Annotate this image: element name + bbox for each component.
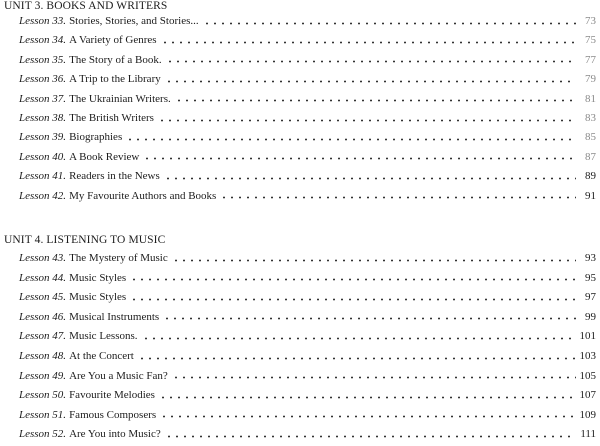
lesson-title: Music Lessons.: [69, 330, 138, 343]
lesson-title: A Variety of Genres: [69, 34, 157, 47]
toc-entry: [19, 349, 596, 363]
unit-title: UNIT 3. BOOKS AND WRITERS: [4, 0, 168, 12]
dot-leader: [158, 119, 576, 122]
dot-leader: [172, 259, 576, 262]
page-number: 79: [585, 73, 596, 86]
lesson-number: Lesson 52.: [19, 428, 67, 441]
page-number: 111: [580, 428, 596, 441]
lesson-number: Lesson 44.: [19, 271, 67, 284]
dot-leader: [175, 99, 576, 102]
toc-entry: [19, 14, 596, 28]
page-number: 95: [585, 271, 596, 284]
dot-leader: [126, 138, 576, 141]
page-number: 87: [585, 150, 596, 163]
toc-entry: [19, 251, 596, 265]
lesson-title: The Ukrainian Writers.: [69, 92, 171, 105]
page-number: 93: [585, 252, 596, 264]
lesson-title: A Trip to the Library: [69, 73, 161, 86]
toc-entry: [19, 271, 596, 285]
lesson-title: Are You into Music?: [69, 428, 161, 441]
lesson-number: Lesson 36.: [19, 73, 67, 86]
lesson-number: Lesson 40.: [19, 150, 67, 163]
page-number: 73: [585, 15, 596, 27]
lesson-number: Lesson 42.: [19, 189, 67, 202]
page-number: 101: [579, 330, 596, 343]
dot-leader: [164, 177, 576, 180]
dot-leader: [161, 41, 576, 44]
lesson-title: Music Styles: [69, 271, 127, 284]
dot-leader: [160, 415, 575, 418]
lesson-number: Lesson 37.: [19, 92, 67, 105]
page-number: 75: [585, 34, 596, 47]
lesson-number: Lesson 51.: [19, 408, 67, 421]
page-number: 99: [585, 310, 596, 323]
lesson-title: A Book Review: [69, 150, 140, 163]
lesson-number: Lesson 47.: [19, 330, 67, 343]
toc-entry: [19, 33, 596, 47]
page-number: 85: [585, 131, 596, 144]
lesson-title: The Mystery of Music: [69, 252, 168, 264]
toc-entry: [19, 329, 596, 343]
dot-leader: [166, 60, 576, 63]
page-number: 89: [585, 170, 596, 183]
toc-entry: [19, 369, 596, 383]
toc-entry: [19, 150, 596, 164]
lesson-title: Biographies: [69, 131, 123, 144]
lesson-title: Are You a Music Fan?: [69, 369, 168, 382]
lesson-number: Lesson 34.: [19, 34, 67, 47]
lesson-title: My Favourite Authors and Books: [69, 189, 217, 202]
lesson-number: Lesson 49.: [19, 369, 67, 382]
dot-leader: [163, 317, 576, 320]
toc-entry: [19, 72, 596, 86]
dot-leader: [165, 435, 576, 438]
lesson-title: The Story of a Book.: [69, 53, 162, 66]
lesson-number: Lesson 38.: [19, 112, 67, 124]
lesson-title: Music Styles: [69, 291, 127, 304]
unit-title: UNIT 4. LISTENING TO MUSIC: [4, 234, 166, 246]
lesson-title: Famous Composers: [69, 408, 157, 421]
lesson-number: Lesson 45.: [19, 291, 67, 304]
dot-leader: [159, 396, 576, 399]
lesson-title: Favourite Melodies: [69, 389, 155, 402]
lesson-number: Lesson 43.: [19, 252, 67, 264]
toc-entry: [19, 92, 596, 106]
page-number: 77: [585, 53, 596, 66]
page-number: 83: [585, 112, 596, 124]
page-number: 81: [585, 92, 596, 105]
dot-leader: [143, 157, 576, 160]
page-number: 105: [579, 369, 596, 382]
toc-entry: [19, 169, 596, 183]
dot-leader: [130, 278, 576, 281]
lesson-number: Lesson 41.: [19, 170, 67, 183]
toc-entry: [19, 130, 596, 144]
toc-entry: [19, 388, 596, 402]
toc-entry: [19, 408, 596, 422]
lesson-number: Lesson 48.: [19, 350, 67, 362]
dot-leader: [220, 196, 576, 199]
toc-entry: [19, 290, 596, 304]
page-number: 91: [585, 189, 596, 202]
lesson-number: Lesson 46.: [19, 310, 67, 323]
lesson-number: Lesson 33.: [19, 15, 67, 27]
lesson-number: Lesson 39.: [19, 131, 67, 144]
dot-leader: [165, 80, 576, 83]
dot-leader: [138, 357, 576, 360]
toc-entry: [19, 111, 596, 125]
toc-entry: [19, 53, 596, 67]
dot-leader: [130, 298, 576, 301]
dot-leader: [203, 22, 576, 25]
lesson-title: The British Writers: [69, 112, 154, 124]
lesson-number: Lesson 50.: [19, 389, 67, 402]
dot-leader: [172, 376, 576, 379]
lesson-title: Musical Instruments: [69, 310, 160, 323]
lesson-title: Readers in the News: [69, 170, 160, 183]
lesson-title: At the Concert: [69, 350, 134, 362]
toc-entry: [19, 310, 596, 324]
page-number: 107: [579, 389, 596, 402]
page-number: 103: [579, 350, 596, 362]
toc-entry: [19, 427, 596, 441]
toc-entry: [19, 189, 596, 203]
lesson-title: Stories, Stories, and Stories...: [69, 15, 199, 27]
page-number: 97: [585, 291, 596, 304]
page-number: 109: [579, 408, 596, 421]
dot-leader: [142, 337, 576, 340]
lesson-number: Lesson 35.: [19, 53, 67, 66]
